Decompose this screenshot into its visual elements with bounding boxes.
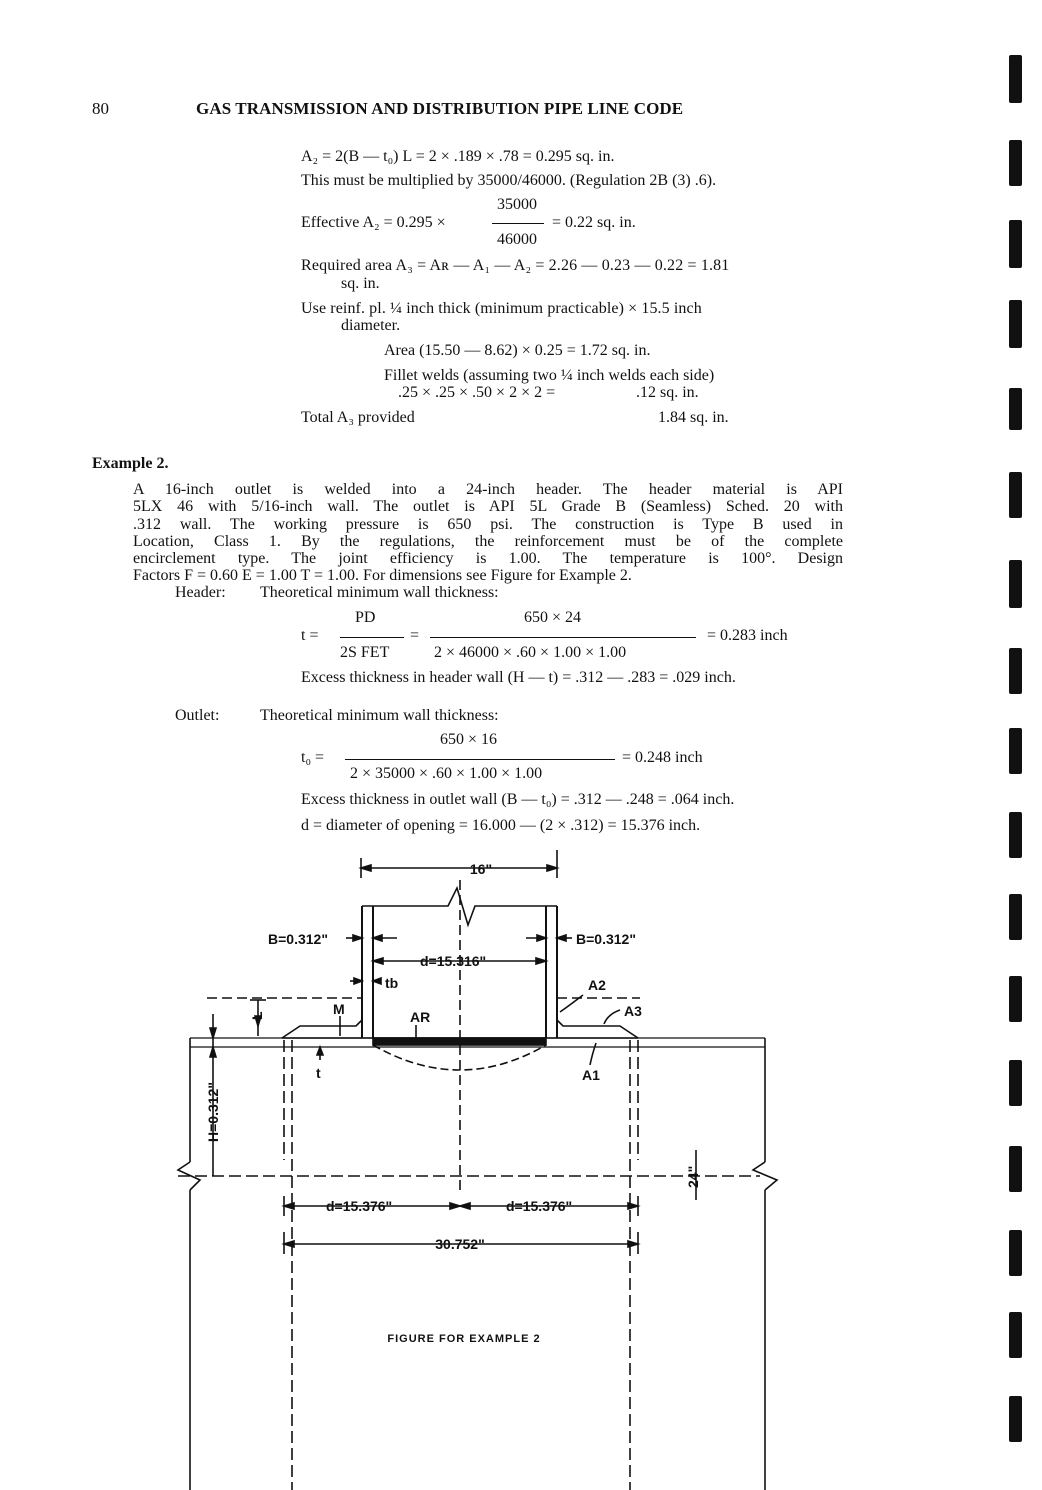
total-value: 1.84 sq. in. (658, 409, 729, 426)
header-den2: 2 × 46000 × .60 × 1.00 × 1.00 (434, 644, 627, 661)
binding-mark (1009, 140, 1022, 186)
label-total: 30.752" (435, 1236, 485, 1252)
required-area-line1: Required area A₃ = Aʀ — A₁ — A₂ = 2.26 — 0.23 — 0.22 = 1.81 (301, 257, 730, 274)
area-line: Area (15.50 — 8.62) × 0.25 = 1.72 sq. in. (384, 342, 651, 359)
outlet-t-eq: t₀ = (301, 749, 325, 766)
binding-mark (1009, 1230, 1022, 1276)
fillet-result: .12 sq. in. (636, 384, 699, 401)
label-a2: A2 (588, 977, 606, 993)
effective-result: = 0.22 sq. in. (552, 214, 636, 231)
label-m: M (333, 1001, 345, 1017)
binding-mark (1009, 300, 1022, 348)
outlet-result: = 0.248 inch (622, 749, 703, 766)
label-tb: tb (385, 975, 399, 991)
outlet-den: 2 × 35000 × .60 × 1.00 × 1.00 (350, 765, 543, 782)
multiply-line: This must be multiplied by 35000/46000. (Regulation 2B (3) .6). (301, 172, 717, 189)
binding-mark (1009, 560, 1022, 608)
header-label: Header: (175, 584, 226, 601)
binding-mark (1009, 728, 1022, 774)
label-b-left: B=0.312" (268, 931, 328, 947)
outlet-num: 650 × 16 (440, 731, 498, 748)
label-b-right: B=0.312" (576, 931, 636, 947)
figure-caption: FIGURE FOR EXAMPLE 2 (387, 1333, 541, 1345)
fillet-line: Fillet welds (assuming two ¼ inch welds each side) (384, 367, 715, 384)
total-label: Total A₃ provided (301, 409, 415, 426)
header-num1: PD (355, 609, 376, 626)
binding-mark (1009, 812, 1022, 858)
label-d-right: d=15.376" (506, 1198, 573, 1214)
header-num2: 650 × 24 (524, 609, 582, 626)
label-ar: AR (410, 1009, 431, 1025)
label-d-left: d=15.376" (326, 1198, 393, 1214)
binding-mark (1009, 220, 1022, 268)
outlet-diameter: d = diameter of opening = 16.000 — (2 × .312) = 15.376 inch. (301, 817, 701, 834)
header-desc: Theoretical minimum wall thickness: (260, 584, 499, 601)
header-excess: Excess thickness in header wall (H — t) = .312 — .283 = .029 inch. (301, 669, 736, 686)
page-number: 80 (92, 99, 109, 118)
label-d-inner: d=15.316" (420, 953, 487, 969)
binding-mark (1009, 648, 1022, 694)
header-eq2: = (410, 627, 420, 644)
binding-mark (1009, 1146, 1022, 1192)
label-t: t (316, 1065, 321, 1081)
hatched-area-ar (373, 1038, 546, 1045)
example2-line: Factors F = 0.60 E = 1.00 T = 1.00. For dimensions see Figure for Example 2. (133, 567, 632, 585)
example2-heading: Example 2. (92, 455, 169, 472)
label-l: L (249, 1011, 265, 1020)
example2-line: .312 wall. The working pressure is 650 psi. The construction is Type B used in (133, 515, 843, 533)
binding-mark (1009, 894, 1022, 940)
label-24: 24" (685, 1165, 701, 1188)
effective-denominator: 46000 (497, 231, 537, 248)
example2-line: A 16-inch outlet is welded into a 24-inch header. The header material is API (133, 481, 843, 498)
outlet-excess: Excess thickness in outlet wall (B — t₀) = .312 — .248 = .064 inch. (301, 791, 735, 808)
binding-mark (1009, 976, 1022, 1022)
binding-mark (1009, 1060, 1022, 1106)
example2-line: 5LX 46 with 5/16-inch wall. The outlet is API 5L Grade B (Seamless) Sched. 20 with (133, 498, 843, 516)
fillet-calc: .25 × .25 × .50 × 2 × 2 = (398, 384, 556, 401)
outlet-desc: Theoretical minimum wall thickness: (260, 707, 499, 724)
effective-label: Effective A₂ = 0.295 × (301, 214, 446, 231)
binding-mark (1009, 1312, 1022, 1358)
example2-line: Location, Class 1. By the regulations, the reinforcement must be of the complete (133, 532, 843, 550)
label-h: H=0.312" (205, 1082, 221, 1142)
binding-mark (1009, 388, 1022, 430)
header-den1: 2S FET (340, 644, 390, 661)
example2-line: encirclement type. The joint efficiency is 1.00. The temperature is 100°. Design (133, 550, 843, 568)
required-area-line2: sq. in. (341, 275, 380, 292)
binding-mark (1009, 1396, 1022, 1442)
label-a3: A3 (624, 1003, 642, 1019)
header-t-eq: t = (301, 627, 319, 644)
outlet-label: Outlet: (175, 707, 220, 724)
label-a1: A1 (582, 1067, 600, 1083)
binding-mark (1009, 472, 1022, 518)
use-reinf-line2: diameter. (341, 317, 401, 334)
label-16: 16" (469, 861, 493, 877)
header-result: = 0.283 inch (707, 627, 788, 644)
binding-mark (1009, 55, 1022, 103)
a2-line: A₂ = 2(B — t₀) L = 2 × .189 × .78 = 0.295 sq. in. (301, 148, 615, 165)
use-reinf-line1: Use reinf. pl. ¼ inch thick (minimum practicable) × 15.5 inch (301, 300, 702, 317)
effective-numerator: 35000 (497, 196, 537, 213)
running-title: GAS TRANSMISSION AND DISTRIBUTION PIPE LINE CODE (196, 99, 684, 118)
